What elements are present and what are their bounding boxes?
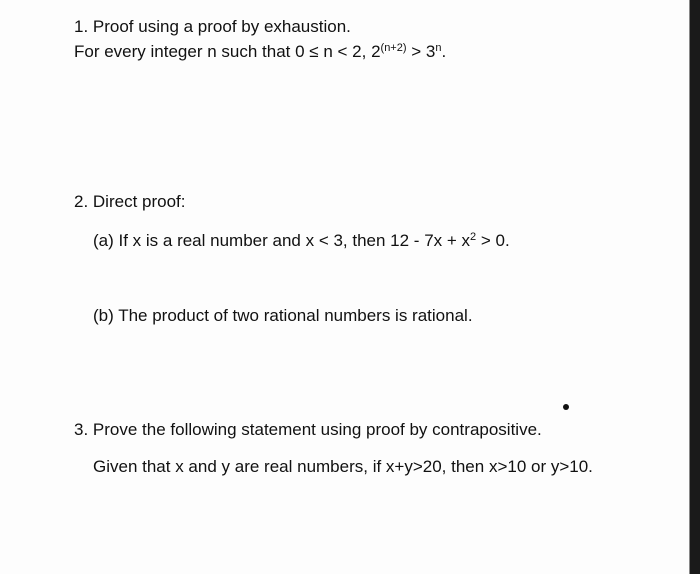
q1-exp1: (n+2) [380, 42, 407, 54]
q3-title: 3. Prove the following statement using proof by contrapositive. [74, 420, 542, 439]
window-edge [689, 0, 700, 574]
q2-part-a [93, 231, 510, 251]
q2-a-exp: 2 [470, 231, 477, 243]
q1-stmt-post: . [441, 42, 447, 61]
q1-stmt-mid: > 3 [406, 42, 436, 61]
q2-part-b: (b) The product of two rational numbers is rational. [93, 306, 473, 325]
stray-dot [563, 404, 569, 410]
q2-title: 2. Direct proof: [74, 192, 186, 211]
q3-statement: Given that x and y are real numbers, if x+y>20, then x>10 or y>10. [93, 457, 593, 476]
q1-statement [74, 42, 446, 62]
q1-exp2: n [435, 42, 442, 54]
q2-a-post: > 0. [476, 231, 510, 250]
q2-a-pre: (a) If x is a real number and x < 3, then 12 - 7x + x [93, 231, 471, 250]
q1-stmt-pre: For every integer n such that 0 ≤ n < 2, 2 [74, 42, 381, 61]
q1-title: 1. Proof using a proof by exhaustion. [74, 17, 351, 36]
